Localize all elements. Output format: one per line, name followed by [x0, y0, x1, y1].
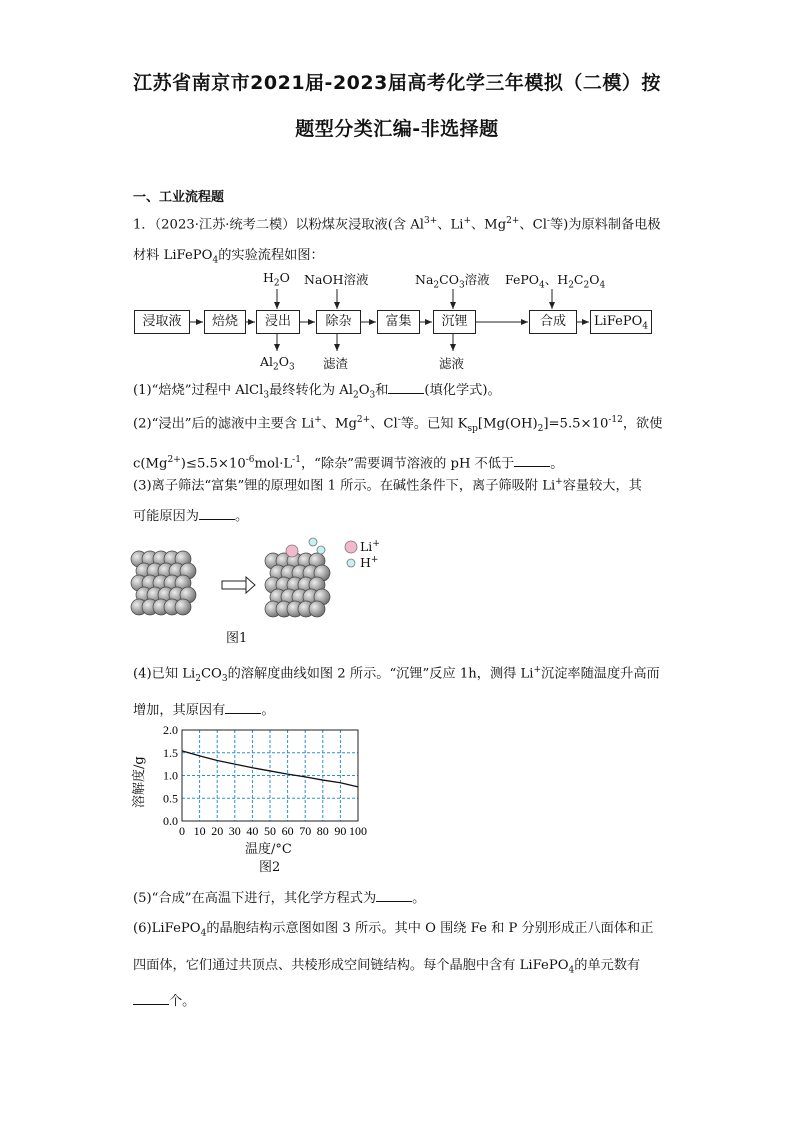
question-5: (5)“合成”在高温下进行，其化学方程式为 。 — [133, 883, 668, 914]
h-ion-marker — [347, 559, 355, 567]
y-tick-label: 1.5 — [163, 745, 178, 760]
flow-box-precipitate-li: 沉锂 — [433, 310, 476, 334]
legend-h: H+ — [360, 555, 379, 571]
x-tick-label: 30 — [228, 824, 241, 838]
answer-blank[interactable] — [388, 380, 424, 394]
figure-1-caption: 图1 — [226, 631, 248, 646]
chart-grid — [182, 730, 358, 821]
x-tick-label: 10 — [193, 824, 206, 838]
flow-label-naoh: NaOH溶液 — [304, 272, 369, 287]
reaction-arrow — [222, 577, 255, 593]
x-tick-label: 40 — [246, 824, 259, 838]
question-6: (6)LiFePO$_4$的晶胞结构示意图如图 3 所示。其中 O 围绕 Fe 和 P 分别形成正八面体和正 四面体，它们通过共顶点、共棱形成空间链结构。每个晶胞中含有 LiFePO$_4$的单元数有 个。 — [133, 921, 654, 1010]
flow-label-residue: 滤渣 — [323, 356, 349, 371]
page-title-line1: 江苏省南京市2021届-2023届高考化学三年模拟（二模）按 — [133, 72, 661, 94]
flow-box-leach: 浸出 — [256, 310, 300, 334]
y-tick-label: 0.0 — [163, 814, 178, 828]
y-tick-label: 1.0 — [163, 768, 178, 783]
flow-label-h2o: $H_2O$ — [263, 270, 290, 289]
x-tick-label: 70 — [299, 824, 312, 838]
answer-blank[interactable] — [376, 888, 412, 902]
question-intro: 1．（2023·江苏·统考二模）以粉煤灰浸取液(含 $Al^{3+}$、Li+、$Mg^{2+}$、Cl-等)为原料制备电极 材料 LiFePO$_4$的实验流程如图： — [133, 216, 661, 267]
answer-blank[interactable] — [133, 991, 169, 1005]
answer-blank[interactable] — [225, 700, 261, 714]
x-tick-label: 100 — [349, 824, 367, 838]
flow-box-synthesis: 合成 — [529, 310, 577, 334]
x-tick-label: 50 — [264, 824, 276, 838]
answer-blank[interactable] — [199, 506, 235, 520]
y-axis-label: 溶解度/g — [132, 756, 147, 808]
legend-li: Li+ — [360, 539, 380, 555]
flow-label-al2o3: $Al_2O_3$ — [260, 354, 295, 373]
flow-label-na2co3: $Na_2CO_3$溶液 — [415, 272, 490, 291]
x-tick-label: 90 — [334, 824, 347, 838]
question-1: (1)“焙烧”过程中 AlCl$_3$最终转化为 $Al_2O_3$和 (填化学式)。 — [133, 375, 668, 412]
y-tick-label: 2.0 — [163, 723, 178, 737]
sieve-sphere — [309, 601, 325, 617]
x-tick-label: 60 — [281, 824, 294, 838]
flow-box-leachate: 浸取液 — [134, 310, 190, 334]
x-tick-label: 0 — [179, 824, 185, 838]
page-title-line2: 题型分类汇编-非选择题 — [295, 118, 499, 140]
flow-box-purify: 除杂 — [316, 310, 361, 334]
flow-label-filtrate: 滤液 — [439, 356, 465, 371]
flow-box-roast: 焙烧 — [204, 310, 246, 334]
section-heading: 一、工业流程题 — [133, 190, 225, 205]
question-4: (4)已知 $Li_2CO_3$的溶解度曲线如图 2 所示。“沉锂”反应 1h，测得 Li+沉淀率随温度升高而 增加，其原因有 。 — [133, 665, 660, 719]
question-3: (3)离子筛法“富集”锂的原理如图 1 所示。在碱性条件下，离子筛吸附 Li+容量较大，其 可能原因为 。 — [133, 477, 642, 525]
sieve-sphere — [175, 599, 191, 615]
flow-box-product: LiFePO$_4$ — [590, 310, 652, 334]
question-2: (2)“浸出”后的滤液中主要含 Li+、$Mg^{2+}$、Cl-等。已知 $K_{sp}[Mg(OH)_2]=5.5\times 10^{-12}$，欲使 $c(Mg^{2+})\le 5.5\times 10^{-6}mol\cdot L^{-1}$，“除杂”需要调节溶液的 pH 不低于 。 — [133, 415, 663, 472]
ion-sieve-diagram — [125, 535, 395, 630]
figure-2-caption: 图2 — [259, 860, 281, 875]
x-tick-label: 80 — [316, 824, 329, 838]
x-tick-label: 20 — [211, 824, 224, 838]
li-ion-marker — [345, 541, 357, 553]
flow-label-fepo4: FePO$_4$、$H_2C_2O_4$ — [505, 272, 606, 291]
x-axis-label: 温度/°C — [245, 842, 292, 857]
flow-box-enrich: 富集 — [377, 310, 420, 334]
answer-blank[interactable] — [514, 453, 550, 467]
y-tick-label: 0.5 — [163, 791, 178, 806]
